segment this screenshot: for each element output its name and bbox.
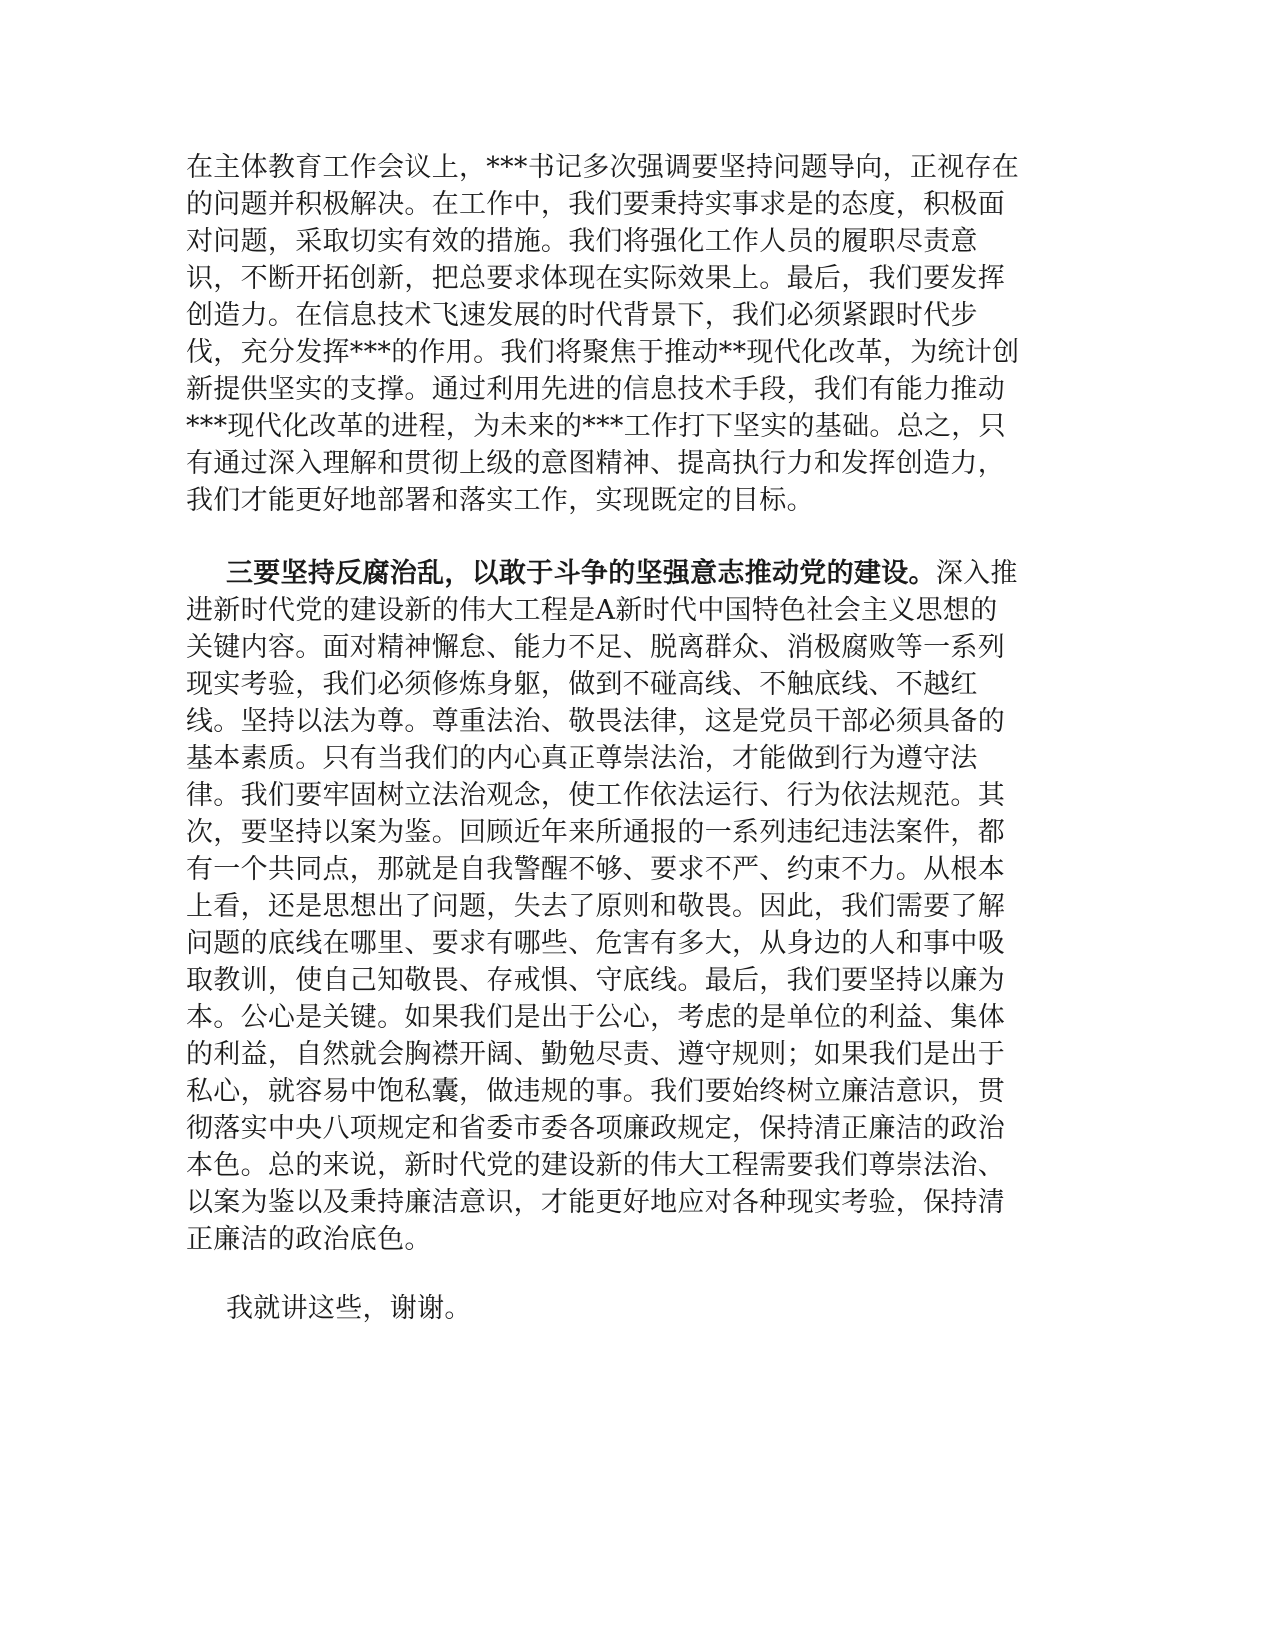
paragraph-1 xyxy=(186,149,1076,519)
closing-paragraph xyxy=(186,1290,1076,1327)
text-line: 取教训，使自己知敬畏、存戒惧、守底线。最后，我们要坚持以廉为 xyxy=(186,965,1005,996)
text-line: 的利益，自然就会胸襟开阔、勤勉尽责、遵守规则；如果我们是出于 xyxy=(186,1039,1005,1070)
text-line: 线。坚持以法为尊。尊重法治、敬畏法律，这是党员干部必须具备的 xyxy=(186,706,1005,737)
text-line: 次，要坚持以案为鉴。回顾近年来所通报的一系列违纪违法案件，都 xyxy=(186,817,1005,848)
text-line: 我们才能更好地部署和落实工作，实现既定的目标。 xyxy=(186,485,814,516)
text-line: 有一个共同点，那就是自我警醒不够、要求不严、约束不力。从根本 xyxy=(186,854,1005,885)
paragraph-2 xyxy=(186,555,1076,1258)
text-line: 识，不断开拓创新，把总要求体现在实际效果上。最后，我们要发挥 xyxy=(186,263,1005,294)
text-line: 私心，就容易中饱私囊，做违规的事。我们要始终树立廉洁意识，贯 xyxy=(186,1076,1005,1107)
text-line: 有通过深入理解和贯彻上级的意图精神、提高执行力和发挥创造力， xyxy=(186,448,1005,479)
text-line: 基本素质。只有当我们的内心真正尊崇法治，才能做到行为遵守法 xyxy=(186,743,978,774)
text-line: 以案为鉴以及秉持廉洁意识，才能更好地应对各种现实考验，保持清 xyxy=(186,1187,1005,1218)
closing-remark: 我就讲这些，谢谢。 xyxy=(226,1293,472,1324)
text-line: 进新时代党的建设新的伟大工程是A新时代中国特色社会主义思想的 xyxy=(186,595,998,626)
text-line: 本。公心是关键。如果我们是出于公心，考虑的是单位的利益、集体 xyxy=(186,1002,1005,1033)
text-line: 在主体教育工作会议上，***书记多次强调要坚持问题导向，正视存在 xyxy=(186,152,1020,183)
heading-continuation: 深入推 xyxy=(935,558,1018,589)
text-line: 伐，充分发挥***的作用。我们将聚焦于推动**现代化改革，为统计创 xyxy=(186,337,1020,368)
text-line: 律。我们要牢固树立法治观念，使工作依法运行、行为依法规范。其 xyxy=(186,780,1005,811)
text-line: 现实考验，我们必须修炼身躯，做到不碰高线、不触底线、不越红 xyxy=(186,669,978,700)
text-line: 彻落实中央八项规定和省委市委各项廉政规定，保持清正廉洁的政治 xyxy=(186,1113,1005,1144)
text-line: 问题的底线在哪里、要求有哪些、危害有多大，从身边的人和事中吸 xyxy=(186,928,1005,959)
text-line: 关键内容。面对精神懈怠、能力不足、脱离群众、消极腐败等一系列 xyxy=(186,632,1005,663)
section-heading: 三要坚持反腐治乱，以敢于斗争的坚强意志推动党的建设。 xyxy=(226,558,936,589)
paragraph-2-first-line xyxy=(186,555,1076,592)
text-line: ***现代化改革的进程，为未来的***工作打下坚实的基础。总之，只 xyxy=(186,411,1006,442)
text-line: 正廉洁的政治底色。 xyxy=(186,1224,432,1255)
text-line: 本色。总的来说，新时代党的建设新的伟大工程需要我们尊崇法治、 xyxy=(186,1150,1005,1181)
text-line: 上看，还是思想出了问题，失去了原则和敬畏。因此，我们需要了解 xyxy=(186,891,1005,922)
text-line: 对问题，采取切实有效的措施。我们将强化工作人员的履职尽责意 xyxy=(186,226,978,257)
text-line: 新提供坚实的支撑。通过利用先进的信息技术手段，我们有能力推动 xyxy=(186,374,1005,405)
text-line: 创造力。在信息技术飞速发展的时代背景下，我们必须紧跟时代步 xyxy=(186,300,978,331)
text-line: 的问题并积极解决。在工作中，我们要秉持实事求是的态度，积极面 xyxy=(186,189,1005,220)
